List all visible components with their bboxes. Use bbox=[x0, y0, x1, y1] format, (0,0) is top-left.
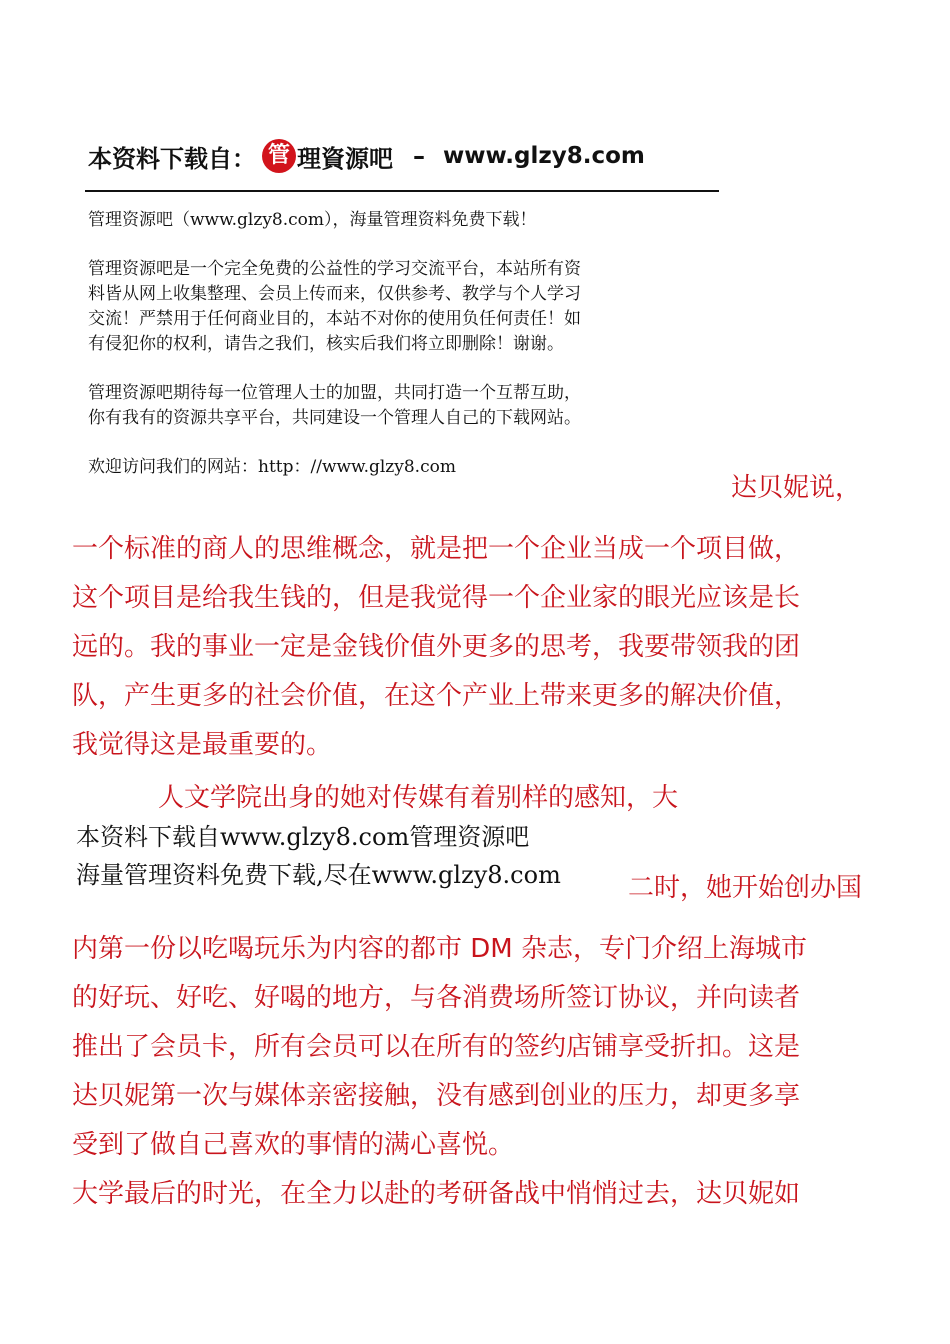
notice-line: 管理资源吧期待每一位管理人士的加盟，共同打造一个互帮互助， bbox=[88, 383, 581, 403]
notice-line: 料皆从网上收集整理、会员上传而来，仅供参考、教学与个人学习 bbox=[88, 284, 581, 304]
download-banner bbox=[88, 136, 728, 176]
notice-invite bbox=[88, 381, 728, 431]
text-line: 的好玩、好吃、好喝的地方，与各消费场所签订协议，并向读者 bbox=[72, 983, 801, 1013]
banner-dash: – bbox=[413, 142, 425, 170]
text-line: 队，产生更多的社会价值，在这个产业上带来更多的解决价值， bbox=[72, 681, 801, 711]
body-paragraph bbox=[72, 925, 807, 1170]
text-line: 达贝妮第一次与媒体亲密接触，没有感到创业的压力，却更多享 bbox=[72, 1081, 801, 1111]
notice-line: 交流！严禁用于任何商业目的，本站不对你的使用负任何责任！如 bbox=[88, 309, 581, 329]
watermark-text bbox=[76, 818, 561, 894]
banner-prefix: 本资料下载自： bbox=[88, 144, 256, 173]
notice-disclaimer bbox=[88, 257, 728, 357]
banner-site-link[interactable]: www.glzy8.com bbox=[443, 143, 645, 169]
text-line: 远的。我的事业一定是金钱价值外更多的思考，我要带领我的团 bbox=[72, 632, 801, 662]
text-line: 大学最后的时光，在全力以赴的考研备战中悄悄过去，达贝妮如 bbox=[72, 1179, 801, 1209]
text-line: 受到了做自己喜欢的事情的满心喜悦。 bbox=[72, 1130, 515, 1160]
text-line: 一个标准的商人的思维概念，就是把一个企业当成一个项目做， bbox=[72, 534, 801, 564]
brand-logo-icon: 管 bbox=[262, 139, 296, 173]
watermark-line: 本资料下载自www.glzy8.com管理资源吧 bbox=[76, 823, 530, 851]
watermark-line: 海量管理资料免费下载,尽在www.glzy8.com bbox=[76, 861, 561, 889]
body-paragraph bbox=[72, 1170, 800, 1219]
body-paragraph-start: 人文学院出身的她对传媒有着别样的感知，大 bbox=[158, 783, 679, 813]
notice-welcome-link[interactable]: 欢迎访问我们的网站：http：//www.glzy8.com bbox=[88, 457, 456, 477]
body-paragraph-continuation: 二时，她开始创办国 bbox=[628, 873, 863, 903]
notice-line: 有侵犯你的权利，请告之我们，核实后我们将立即删除！谢谢。 bbox=[88, 334, 564, 354]
banner-brand: 理資源吧 bbox=[297, 144, 393, 173]
text-line: 内第一份以吃喝玩乐为内容的都市 DM 杂志，专门介绍上海城市 bbox=[72, 934, 807, 964]
notice-line: 管理资源吧（www.glzy8.com），海量管理资料免费下载！ bbox=[88, 210, 537, 230]
site-notice bbox=[88, 208, 728, 480]
text-line: 这个项目是给我生钱的，但是我觉得一个企业家的眼光应该是长 bbox=[72, 583, 801, 613]
text-line: 我觉得这是最重要的。 bbox=[72, 730, 333, 760]
notice-line: 你有我有的资源共享平台，共同建设一个管理人自己的下载网站。 bbox=[88, 408, 581, 428]
text-line: 推出了会员卡，所有会员可以在所有的签约店铺享受折扣。这是 bbox=[72, 1032, 801, 1062]
banner-divider bbox=[85, 190, 719, 192]
quote-speaker: 达贝妮说， bbox=[731, 473, 862, 503]
body-paragraph bbox=[72, 525, 800, 770]
notice-line: 管理资源吧是一个完全免费的公益性的学习交流平台，本站所有资 bbox=[88, 259, 581, 279]
